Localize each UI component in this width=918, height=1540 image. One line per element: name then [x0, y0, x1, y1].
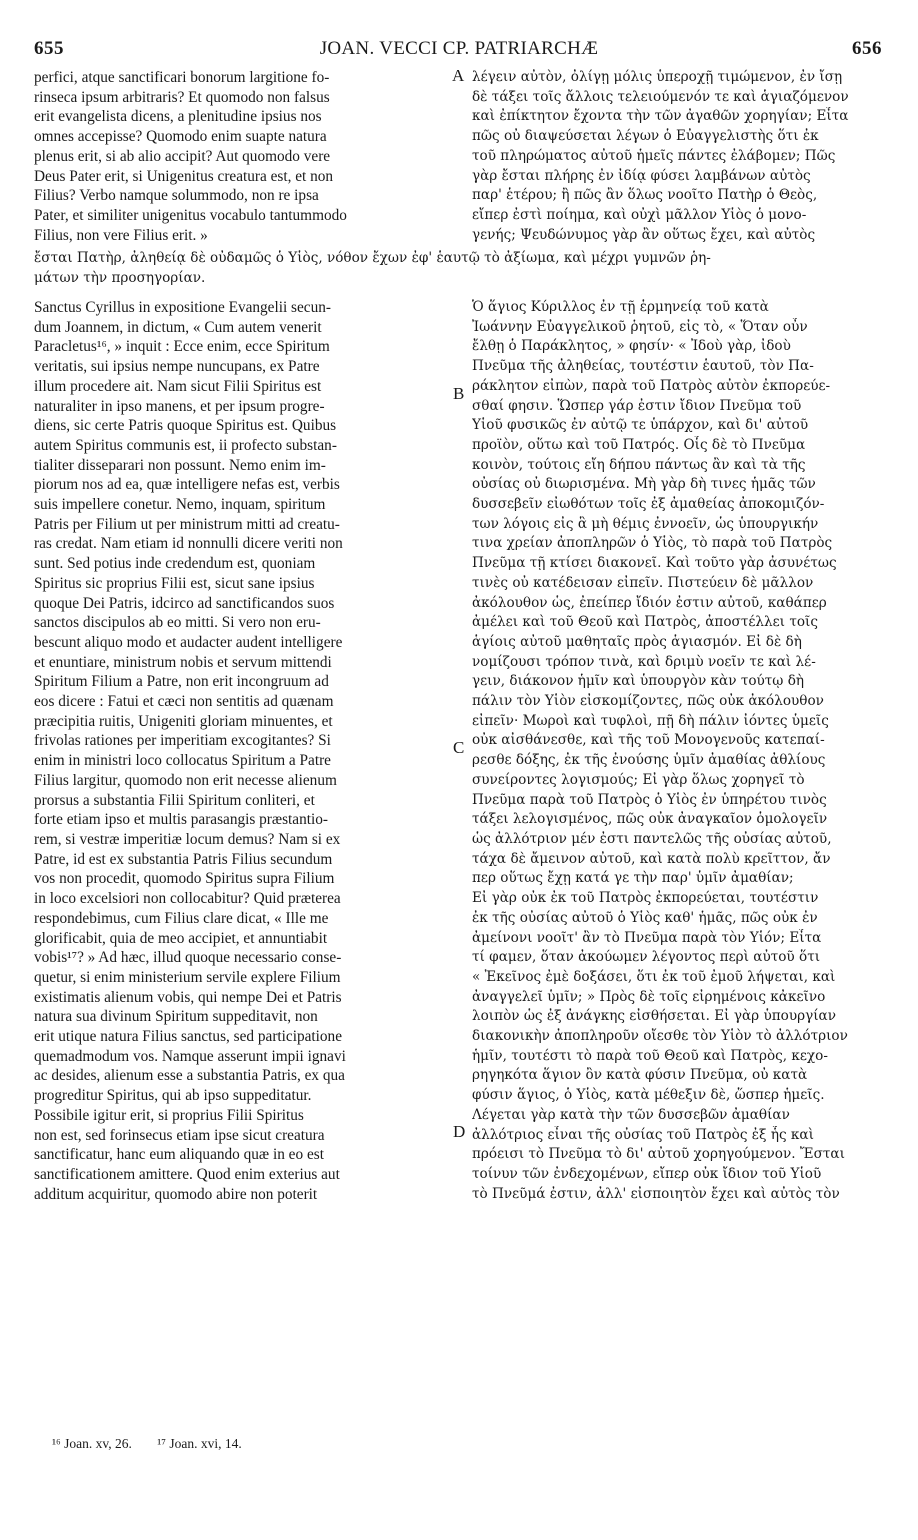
latin-text-line: erit evangelista dicens, a plenitudine ipsius nos: [34, 108, 322, 126]
greek-text-line: τινὲς οὐ κατέδεισαν εἰπεῖν. Πιστεύειν δὲ μᾶλλον: [472, 574, 814, 591]
latin-body-column: [34, 298, 446, 1204]
latin-text-line: forte etiam ipso et multis parasangis præstantio-: [34, 811, 328, 829]
greek-text-line: ἔσται Πατὴρ, ἀληθείᾳ δὲ οὐδαμῶς ὁ Υἱὸς, νόθον ἔχων ἐφ' ἑαυτῷ τὸ ἀξίωμα, καὶ μέχρι γυμνῶν ῥη-: [34, 250, 711, 266]
greek-text-line: νομίζουσι τρόπον τινὰ, καὶ δριμὺ νοεῖν τε καὶ λέ-: [472, 653, 816, 670]
greek-text-line: Ὁ ἅγιος Κύριλλος ἐν τῇ ἑρμηνείᾳ τοῦ κατὰ: [472, 299, 769, 315]
latin-text-line: existimatis alienum vobis, qui nempe Dei et Patris: [34, 988, 342, 1006]
greek-text-line: σθαί φησιν. Ὥσπερ γάρ ἐστιν ἴδιον Πνεῦμα τοῦ: [472, 397, 802, 414]
latin-text-line: Filius? Verbo namque solummodo, non re ipsa: [34, 187, 319, 205]
latin-text-line: perfici, atque sanctificari bonorum largitione fo-: [34, 69, 330, 86]
latin-text-line: enim in ministri loco collocatus Spiritum a Patre: [34, 752, 331, 770]
greek-text-line: διακονικὴν ἀποπληροῦν οἴεσθε τὸν Υἱὸν τὸ ἀλλότριον: [472, 1028, 848, 1045]
latin-text-line: omnes accepisse? Quomodo enim suapte natura: [34, 128, 327, 146]
greek-text-line: Πνεῦμα τῇ κτίσει διακονεῖ. Καὶ τοῦτο γὰρ ἀσυνέτως: [472, 555, 837, 572]
greek-text-line: συνείροντες λογισμούς; Εἰ γὰρ ὅλως χορηγεῖ τὸ: [472, 771, 805, 788]
latin-text-line: Patre, id est ex substantia Patris Filius secundum: [34, 850, 333, 868]
latin-text-line: quetur, si enim ministerium servile explere Filium: [34, 968, 341, 986]
latin-text-line: Possibile igitur erit, si proprius Filii Spiritus: [34, 1106, 304, 1124]
greek-text-line: προϊὸν, οὕτω καὶ τοῦ Πατρός. Οἷς δὲ τὸ Πνεῦμα: [472, 436, 806, 453]
footnote-17: ¹⁷ Joan. xvi, 14.: [157, 1436, 242, 1451]
latin-text-line: frivolas rationes per imperitiam excogitantes? Si: [34, 732, 331, 750]
greek-text-line: ρεσθε δόξης, ἐκ τῆς ἐνούσης ὑμῖν ἀμαθίας ἀθλίους: [472, 752, 826, 769]
latin-text-line: quemadmodum vos. Namque asserunt impii ignavi: [34, 1047, 346, 1065]
latin-text-line: eos dicere : Fatui et cæci non sentitis ad quænam: [34, 693, 334, 711]
greek-text-line: τάχα δὲ ἄμεινον αὐτοῦ, καὶ κατὰ πολὺ κρεῖττον, ἄν: [472, 850, 831, 867]
footnotes: [52, 1436, 264, 1452]
latin-text-line: plenus erit, si ab alio accipit? Aut quomodo vere: [34, 147, 331, 165]
running-title: JOAN. VECCI CP. PATRIARCHÆ: [319, 38, 599, 59]
greek-text-line: « Ἐκεῖνος ἐμὲ δοξάσει, ὅτι ἐκ τοῦ ἐμοῦ λήψεται, καὶ: [472, 968, 836, 985]
latin-text-line: autem Spiritus communis est, ii profecto substan-: [34, 436, 337, 454]
top-greek-column: [472, 68, 886, 245]
greek-text-line: λέγειν αὐτὸν, ὀλίγῃ μόλις ὑπεροχῇ τιμώμενον, ἐν ἴσῃ: [472, 69, 843, 85]
latin-text-line: Deus Pater erit, si Unigenitus creatura est, et non: [34, 167, 334, 185]
greek-full-width-paragraph: [34, 248, 886, 288]
greek-text-line: περ οὕτως ἔχῃ κατά γε τὴν παρ' ὑμῖν ἀμαθίαν;: [472, 870, 794, 887]
greek-text-line: ἡμῖν, τουτέστι τὸ παρὰ τοῦ Θεοῦ καὶ Πατρὸς, κεχο-: [472, 1047, 828, 1064]
latin-text-line: Filius largitur, quomodo non erit necesse alienum: [34, 771, 337, 789]
greek-text-line: ἀκόλουθον ὡς, ἐπείπερ ἴδιόν ἐστιν αὐτοῦ, καθάπερ: [472, 594, 827, 611]
latin-text-line: bescunt aliquo modo et audacter audent intelligere: [34, 633, 343, 651]
latin-text-line: sunt. Sed potius inde credendum est, quoniam: [34, 555, 316, 573]
greek-text-line: Ἰωάννην Εὐαγγελικοῦ ῥητοῦ, εἰς τὸ, « Ὅταν οὖν: [472, 318, 808, 335]
latin-text-line: illum procedere ait. Nam sicut Filii Spiritus est: [34, 377, 322, 395]
latin-text-line: progreditur Spiritus, qui ab ipso suppeditatur.: [34, 1087, 312, 1105]
latin-text-line: vobis¹⁷? » Ad hæc, illud quoque necessario conse-: [34, 949, 342, 967]
latin-text-line: Filius, non vere Filius erit. »: [34, 226, 208, 244]
top-latin-column: [34, 68, 446, 245]
latin-text-line: Spiritus sic proprius Filii est, sicut sane ipsius: [34, 574, 315, 592]
latin-text-line: sanctificatur, hanc eum aliquando quæ in eo est: [34, 1146, 324, 1164]
greek-text-line: ἀμείνονι νοοῖτ' ἂν τὸ Πνεῦμα παρὰ τὸν Υἱόν; Εἶτα: [472, 929, 822, 946]
latin-text-line: Pater, et similiter unigenitus vocabulo tantummodo: [34, 206, 347, 224]
footnote-16: ¹⁶ Joan. xv, 26.: [52, 1436, 132, 1451]
greek-text-line: των λόγοις εἰς ἃ μὴ θέμις ἐννοεῖν, ὡς ὑπουργικήν: [472, 515, 819, 532]
margin-marker-c: C: [453, 738, 465, 757]
greek-text-line: Υἱοῦ φυσικῶς ἐν αὐτῷ τε ὑπάρχον, καὶ δι' αὐτοῦ: [472, 417, 809, 434]
greek-text-line: τοίνυν τῶν ἐνδεχομένων, εἴπερ οὐκ ἴδιον τοῦ Υἱοῦ: [472, 1165, 822, 1182]
right-page-number: 656: [852, 38, 882, 59]
latin-text-line: sanctificationem amittere. Quod enim exterius aut: [34, 1165, 340, 1183]
greek-text-line: κοινὸν, τούτοις εἴη δήπου πάντως ἂν καὶ τὰ τῆς: [472, 456, 806, 473]
latin-text-line: Patris per Filium ut per ministrum mitti ad creatu-: [34, 515, 340, 533]
latin-text-line: tialiter disseparari non possunt. Nemo enim im-: [34, 456, 326, 474]
greek-text-line: εἰπεῖν· Μωροὶ καὶ τυφλοὶ, πῇ δὴ πάλιν ἰόντες ὑμεῖς: [472, 712, 829, 729]
latin-text-line: respondebimus, cum Filius clare dicat, « Ille me: [34, 909, 329, 927]
latin-text-line: sanctos discipulos ab eo mitti. Si vero non eru-: [34, 614, 321, 632]
latin-text-line: dum Joannem, in dictum, « Cum autem venerit: [34, 318, 322, 336]
greek-text-line: εἴπερ ἐστὶ ποίημα, καὶ οὐχὶ μᾶλλον Υἱὸς ὁ μονο-: [472, 206, 807, 223]
greek-text-line: ἀλλότριος εἶναι τῆς οὐσίας τοῦ Πατρὸς ἐξ ἧς καὶ: [472, 1126, 814, 1143]
latin-text-line: rinseca ipsum arbitraris? Et quomodo non falsus: [34, 88, 330, 106]
margin-marker-d: D: [453, 1122, 466, 1141]
greek-text-line: γενής; Ψευδώνυμος γὰρ ἂν οὕτως ἔχει, καὶ αὐτὸς: [472, 226, 816, 243]
greek-text-line: ἀμέλει καὶ τοῦ Θεοῦ καὶ Πατρὸς, ἀποστέλλει τοῖς: [472, 614, 818, 631]
greek-text-line: ἐκ τῆς οὐσίας αὐτοῦ ὁ Υἱὸς καθ' ἡμᾶς, πῶς οὐκ ἐν: [472, 909, 818, 926]
latin-text-line: additum acquiritur, quomodo abire non poterit: [34, 1185, 318, 1203]
running-header: [0, 38, 918, 68]
greek-text-line: πῶς οὐ διαψεύσεται λέγων ὁ Εὐαγγελιστὴς ὅτι ἐκ: [472, 128, 819, 145]
latin-text-line: ac desides, alienum esse a substantia Patris, ex qua: [34, 1067, 345, 1085]
greek-text-line: ἀναγγελεῖ ὑμῖν; » Πρὸς δὲ τοῖς εἰρημένοις κἀκεῖνο: [472, 988, 826, 1005]
latin-text-line: ras credat. Nam etiam id nonnulli dicere veriti non: [34, 535, 343, 553]
greek-text-line: δυσσεβεῖν εἰωθότων τοῖς ἐξ ἀμαθείας ἀποκομιζόν-: [472, 496, 825, 513]
latin-text-line: naturaliter in ipso manens, et per ipsum progre-: [34, 397, 325, 415]
greek-text-line: λοιπὸν ὡς ἐξ ἀνάγκης εἰσθήσεται. Εἰ γὰρ ὑπουργίαν: [472, 1008, 836, 1025]
greek-text-line: ρηγηκότα ἅγιον ὂν κατὰ φύσιν Πνεῦμα, οὐ κατὰ: [472, 1067, 808, 1084]
greek-text-line: οὐκ αἰσθάνεσθε, καὶ τῆς τοῦ Μονογενοῦς κατεπαί-: [472, 732, 825, 749]
margin-marker-a: A: [452, 66, 465, 85]
greek-text-line: γειν, διάκονον ἡμῖν καὶ ὑπουργὸν κὰν τούτῳ δὴ: [472, 673, 805, 690]
greek-text-line: τινα χρείαν ἀποπληρῶν ὁ Υἱὸς, τὸ παρὰ τοῦ Πατρὸς: [472, 535, 833, 552]
greek-text-line: πάλιν τὸν Υἱὸν εἰσκομίζοντες, πῶς οὐκ ἀκόλουθον: [472, 693, 824, 710]
latin-text-line: prorsus a substantia Filii Spiritum conliteri, et: [34, 791, 315, 809]
greek-text-line: ἔλθῃ ὁ Παράκλητος, » φησίν· « Ἰδοὺ γὰρ, ἰδοὺ: [472, 338, 791, 355]
latin-text-line: natura sua divinum Spiritum suppeditavit, non: [34, 1008, 318, 1026]
greek-text-line: καὶ ἐπίκτητον ἔχοντα τὴν τῶν ἀγαθῶν χορηγίαν; Εἶτα: [472, 108, 849, 125]
latin-text-line: Sanctus Cyrillus in expositione Evangelii secun-: [34, 299, 331, 316]
latin-text-line: glorificabit, quia de meo accipiet, et annuntiabit: [34, 929, 328, 947]
latin-text-line: et enuntiare, ministrum nobis et servum mittendi: [34, 653, 332, 671]
latin-text-line: diens, sic certe Patris quoque Spiritus est. Quibus: [34, 417, 337, 435]
latin-text-line: Paracletus¹⁶, » inquit : Ecce enim, ecce Spiritum: [34, 338, 330, 356]
latin-text-line: erit utique natura Filius sanctus, sed participatione: [34, 1028, 342, 1046]
greek-text-line: δὲ τάξει τοῖς ἄλλοις τελειούμενόν τε καὶ ἁγιαζόμενον: [472, 88, 849, 105]
greek-text-line: Πνεῦμα τῆς ἀληθείας, τουτέστιν ἑαυτοῦ, τὸν Πα-: [472, 358, 814, 375]
greek-text-line: τοῦ πληρώματος αὐτοῦ ἡμεῖς πάντες ἐλάβομεν; Πῶς: [472, 147, 836, 164]
latin-text-line: vos non procedit, quomodo Spiritus supra Filium: [34, 870, 335, 888]
greek-text-line: τί φαμεν, ὅταν ἀκούωμεν λέγοντος περὶ αὐτοῦ ὅτι: [472, 949, 821, 966]
latin-text-line: in loco excelsiori non collocabitur? Quid præterea: [34, 890, 341, 908]
latin-text-line: veritatis, sui ipsius nempe nuncupans, ex Patre: [34, 358, 320, 376]
greek-text-line: μάτων τὴν προσηγορίαν.: [34, 270, 206, 286]
greek-text-line: ὡς ἀλλότριον μέν ἐστι παντελῶς τῆς οὐσίας αὐτοῦ,: [472, 830, 832, 847]
latin-text-line: quoque Dei Patris, idcirco ad sanctificandos suos: [34, 594, 335, 612]
latin-text-line: rem, si vestræ imperitiæ locum demus? Nam si ex: [34, 830, 341, 848]
latin-text-line: Spiritum Filium a Patre, non erit incongruum ad: [34, 673, 329, 691]
margin-marker-b: B: [453, 384, 465, 403]
greek-text-line: ἁγίοις αὐτοῦ μαθηταῖς πρὸς ἁγιασμόν. Εἰ δὲ δὴ: [472, 633, 802, 650]
greek-text-line: τὸ Πνεῦμά ἐστιν, ἀλλ' εἰσποιητὸν ἔχει καὶ αὐτὸς τὸν: [472, 1185, 840, 1202]
greek-text-line: Πνεῦμα παρὰ τοῦ Πατρὸς ὁ Υἱὸς ἐν ὑπηρέτου τινὸς: [472, 791, 827, 808]
greek-text-line: Λέγεται γὰρ κατὰ τὴν τῶν δυσσεβῶν ἀμαθίαν: [472, 1106, 790, 1123]
greek-text-line: φύσιν ἅγιος, ὁ Υἱὸς, κατὰ μέθεξιν δὲ, ὥσπερ ἡμεῖς.: [472, 1087, 825, 1104]
latin-text-line: suis impellere conetur. Nemo, inquam, spiritum: [34, 496, 326, 514]
greek-body-column: [472, 298, 886, 1204]
latin-text-line: non est, sed forinsecus etiam ipse sicut creatura: [34, 1126, 325, 1144]
greek-text-line: ράκλητον εἰπὼν, παρὰ τοῦ Πατρὸς αὐτὸν ἐκπορεύε-: [472, 377, 831, 394]
latin-text-line: piorum nos ad ea, quæ intelligere nefas est, verbis: [34, 476, 340, 494]
left-page-number: 655: [34, 38, 64, 59]
greek-text-line: οὐσίας οὐ διωρισμένα. Μὴ γὰρ δὴ τινες ἡμᾶς τῶν: [472, 476, 816, 493]
greek-text-line: παρ' ἑτέρου; ἢ πῶς ἂν ὅλως νοοῖτο Πατὴρ ὁ Θεὸς,: [472, 187, 818, 204]
greek-text-line: πρόεισι τὸ Πνεῦμα τὸ δι' αὐτοῦ χορηγούμενον. Ἔσται: [472, 1146, 845, 1163]
latin-text-line: præcipitia ruitis, Unigeniti gloriam minuentes, et: [34, 712, 333, 730]
greek-text-line: Εἰ γὰρ οὐκ ἐκ τοῦ Πατρὸς ἐκπορεύεται, τουτέστιν: [472, 890, 819, 907]
greek-text-line: γὰρ ἔσται πλήρης ἐν ἰδίᾳ φύσει λαμβάνων αὐτὸς: [472, 167, 811, 184]
greek-text-line: τάξει λελογισμένος, πῶς οὐκ ἀναγκαῖον ὁμολογεῖν: [472, 811, 828, 828]
